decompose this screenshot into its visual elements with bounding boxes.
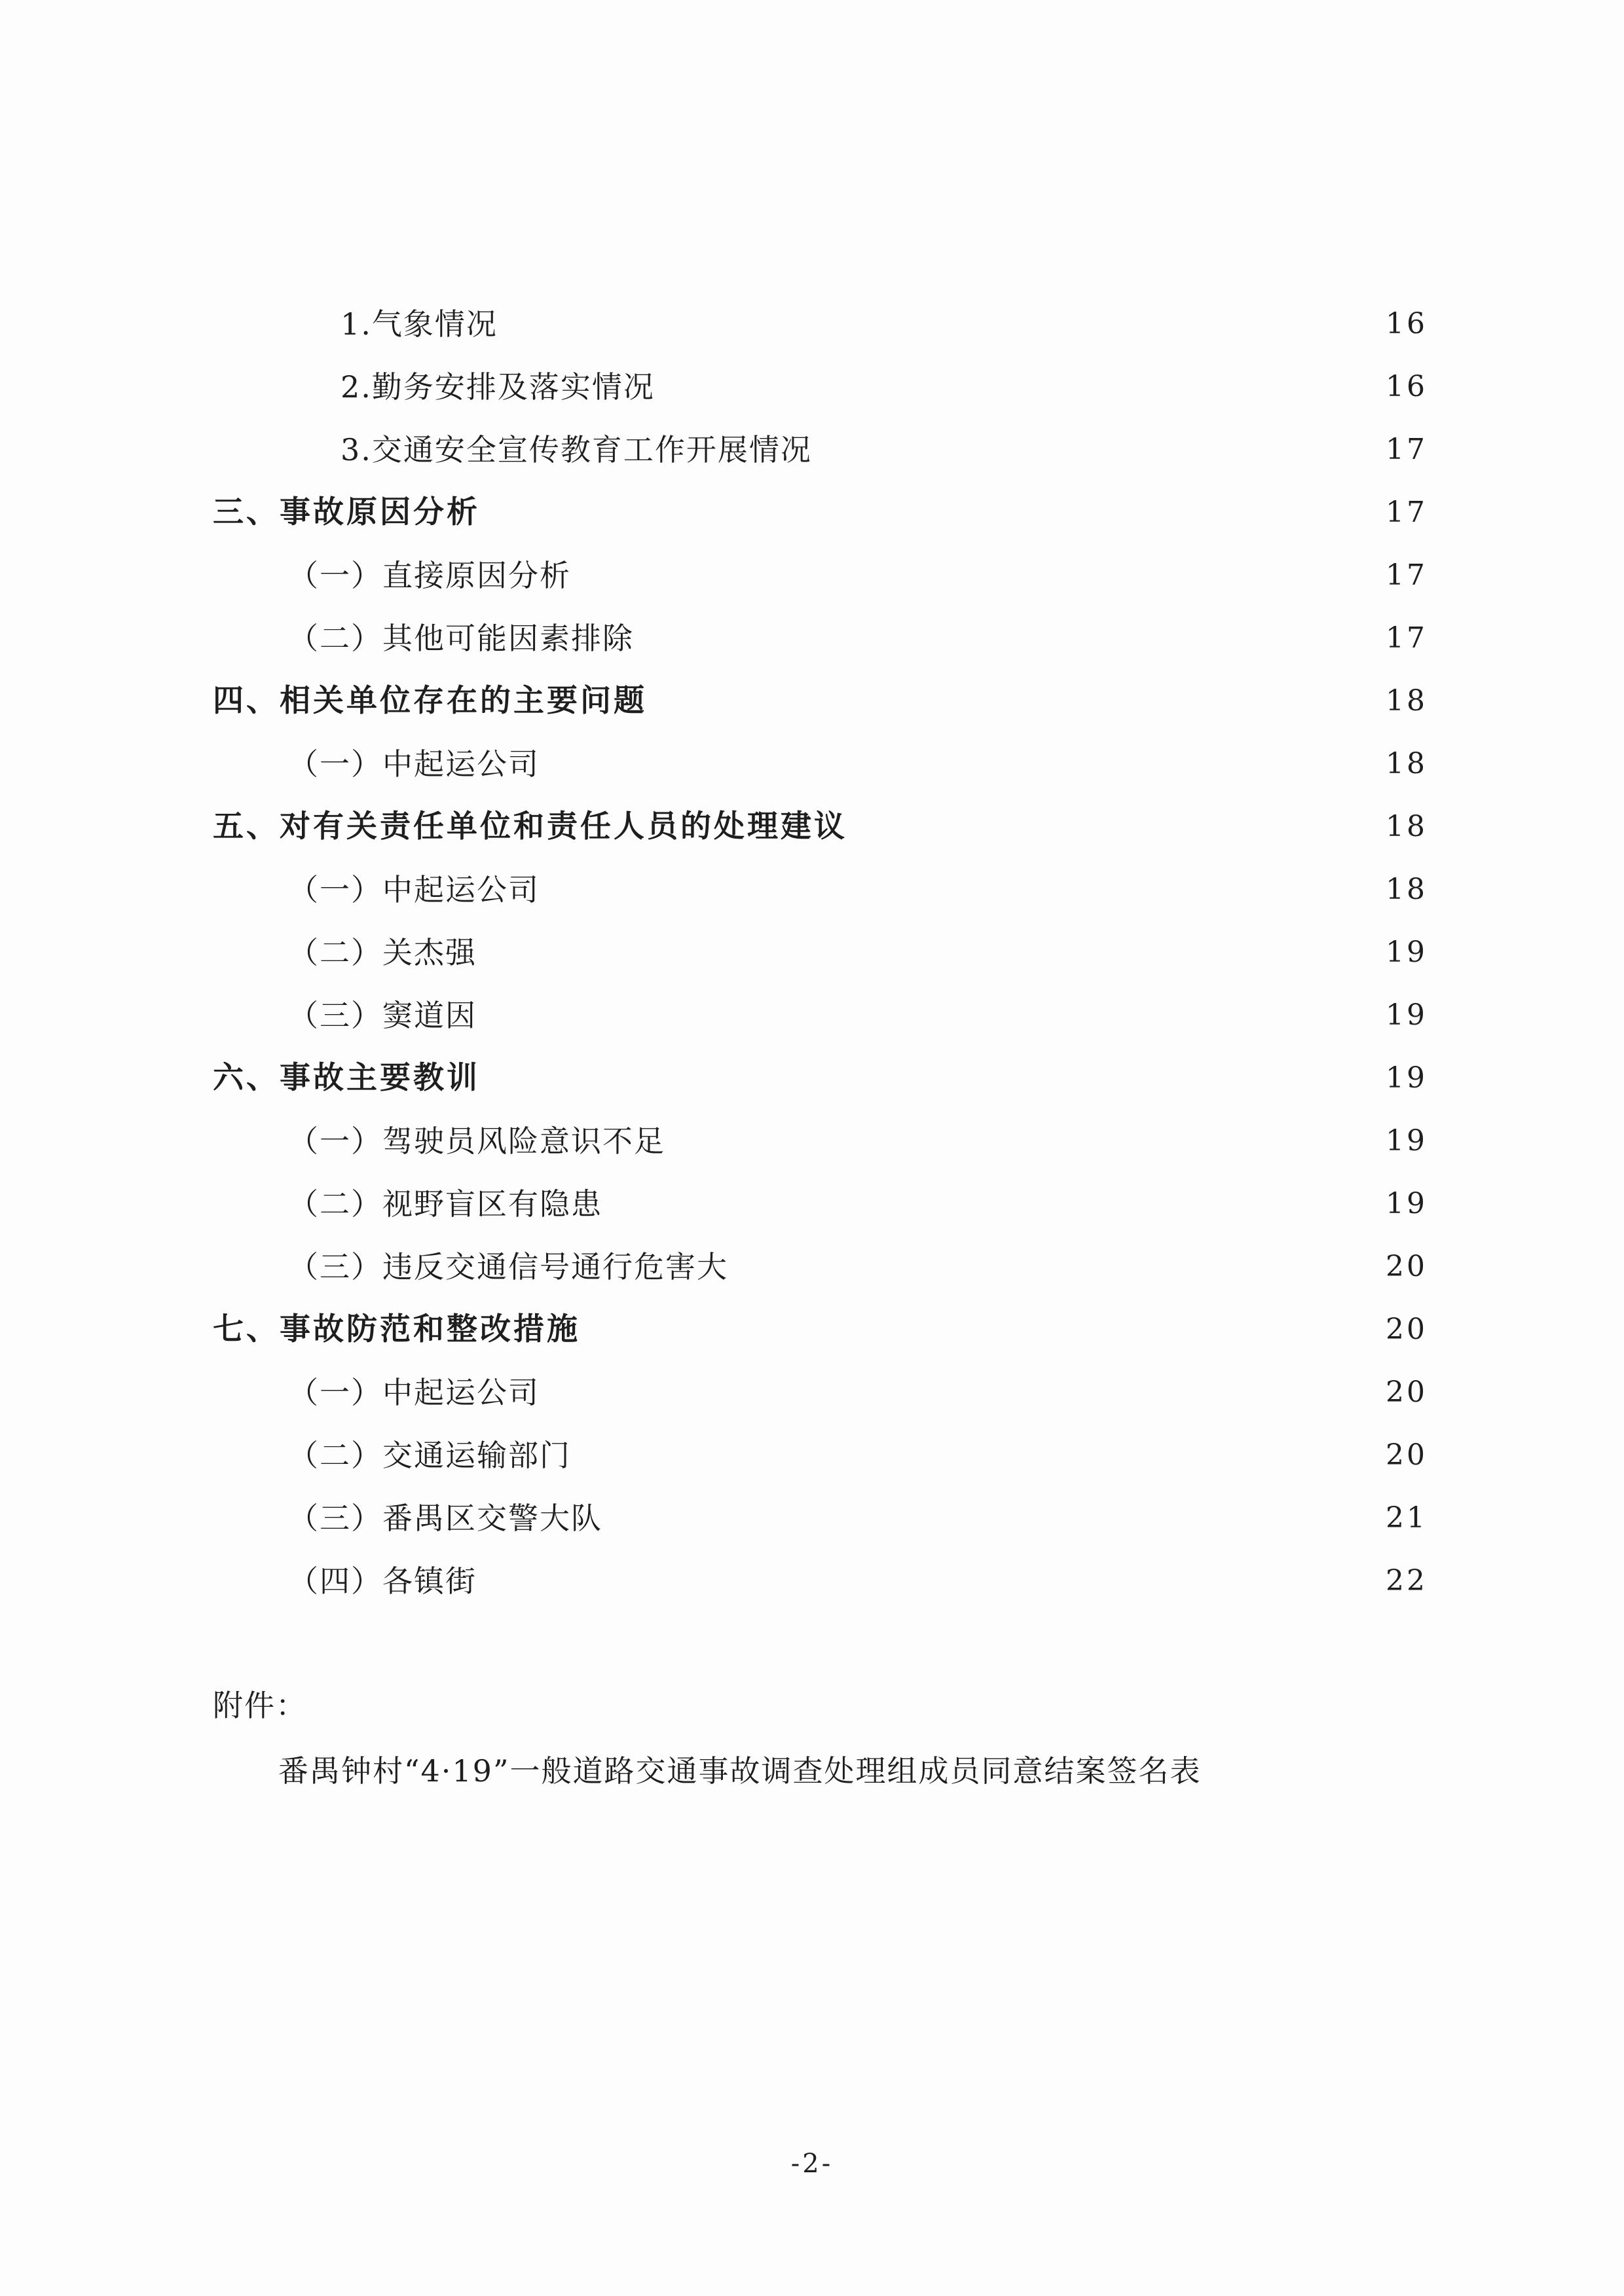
toc-entry-page: 17 [1386,496,1428,529]
toc-entry-page: 19 [1386,936,1428,969]
toc-entry-label: 五、对有关责任单位和责任人员的处理建议 [213,809,847,845]
toc-entry-label: （三）违反交通信号通行危害大 [288,1249,728,1285]
toc-entry-label: 三、事故原因分析 [213,494,480,530]
toc-entry-page: 20 [1386,1376,1428,1409]
toc-entry-label: （二）关杰强 [288,935,477,970]
toc-entry-label: （二）交通运输部门 [288,1438,571,1473]
toc-entry-label: （三）番禺区交警大队 [288,1501,602,1536]
toc-entry-label: 3.交通安全宣传教育工作开展情况 [341,432,812,467]
toc-entry-label: （四）各镇街 [288,1563,477,1599]
toc-entry[interactable] [0,733,1624,795]
toc-entry[interactable] [0,1487,1624,1550]
toc-entry[interactable] [0,1424,1624,1487]
toc-entry-label: （三）窦道因 [288,998,477,1033]
toc-entry[interactable] [0,1110,1624,1173]
toc-entry[interactable] [0,355,1624,418]
toc-entry-page: 19 [1386,1124,1428,1157]
toc-entry-page: 17 [1386,621,1428,655]
toc-entry-label: 四、相关单位存在的主要问题 [213,683,647,719]
toc-entry-label: 七、事故防范和整改措施 [213,1311,580,1347]
toc-entry-label: （一）直接原因分析 [288,558,571,593]
toc-entry[interactable] [0,1235,1624,1298]
toc-entry-label: （二）其他可能因素排除 [288,621,634,656]
toc-entry-page: 18 [1386,684,1428,718]
toc-entry[interactable] [0,607,1624,670]
toc-entry-label: 1.气象情况 [341,306,498,342]
toc-entry-page: 19 [1386,1187,1428,1220]
toc-entry[interactable] [0,984,1624,1047]
toc-entry-page: 17 [1386,433,1428,466]
toc-entry-page: 21 [1386,1501,1428,1535]
attachment-item: 番禺钟村“4·19”一般道路交通事故调查处理组成员同意结案签名表 [278,1753,1202,1789]
toc-entry-label: （一）中起运公司 [288,746,540,782]
toc-entry-page: 22 [1386,1564,1428,1597]
toc-entry-label: （二）视野盲区有隐患 [288,1186,602,1222]
toc-entry[interactable] [0,544,1624,607]
toc-entry[interactable] [0,293,1624,355]
toc-entry-label: （一）中起运公司 [288,872,540,907]
toc-entry[interactable] [0,1173,1624,1235]
page-number: -2- [790,2149,834,2179]
toc-entry[interactable] [0,1550,1624,1613]
toc-entry-label: （一）中起运公司 [288,1375,540,1410]
toc-entry[interactable] [0,795,1624,858]
toc-entry-page: 16 [1386,307,1428,340]
toc-entry-page: 17 [1386,558,1428,592]
toc-entry[interactable] [0,1361,1624,1424]
toc-entry-page: 18 [1386,873,1428,906]
toc-entry-label: 六、事故主要教训 [213,1060,480,1096]
toc-entry[interactable] [0,481,1624,544]
toc-entry-page: 18 [1386,810,1428,843]
toc-entry-page: 18 [1386,747,1428,780]
toc-entry[interactable] [0,670,1624,733]
attachment-heading: 附件： [213,1688,307,1723]
toc-entry[interactable] [0,858,1624,921]
toc-entry-page: 19 [1386,998,1428,1032]
toc-entry-page: 20 [1386,1438,1428,1472]
toc-entry[interactable] [0,1047,1624,1110]
toc-entry[interactable] [0,418,1624,481]
toc-entry-page: 19 [1386,1061,1428,1095]
toc-entry-label: 2.勤务安排及落实情况 [341,369,655,405]
toc-entry[interactable] [0,921,1624,984]
toc-entry-page: 20 [1386,1313,1428,1346]
toc-entry-page: 20 [1386,1250,1428,1283]
toc-entry-page: 16 [1386,370,1428,403]
toc-entry-label: （一）驾驶员风险意识不足 [288,1123,665,1159]
toc-entry[interactable] [0,1298,1624,1361]
